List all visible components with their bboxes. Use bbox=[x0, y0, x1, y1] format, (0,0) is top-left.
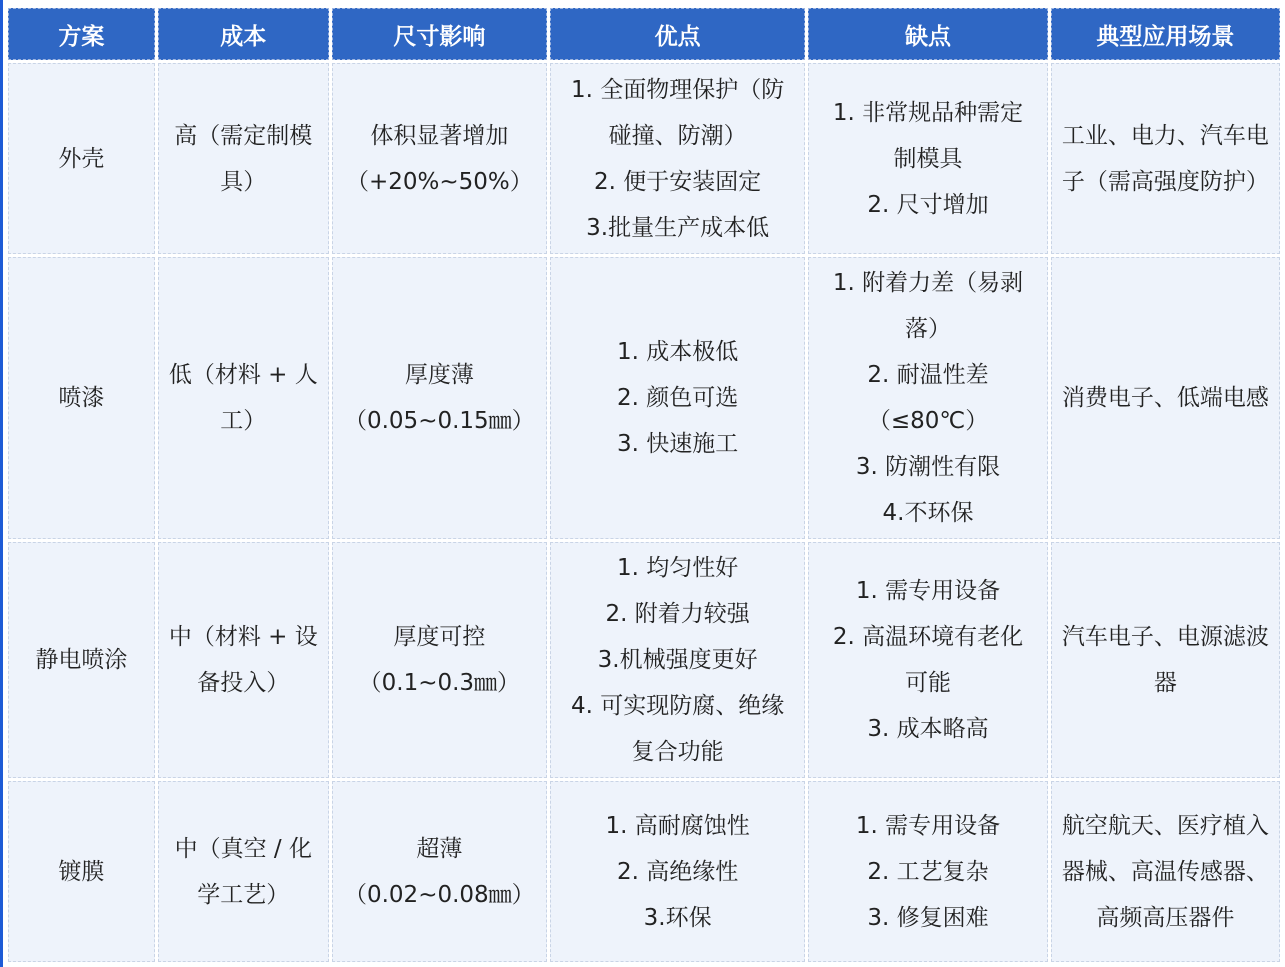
cell-line: 1. 需专用设备 bbox=[855, 812, 1001, 839]
cell-cons bbox=[808, 257, 1047, 539]
cell-line: 具） bbox=[220, 168, 267, 195]
cell-line: 落） bbox=[905, 316, 952, 343]
cell-line: （≤80℃） bbox=[867, 408, 989, 435]
cell-line: 学工艺） bbox=[197, 881, 290, 908]
cell-line: 航空航天、医疗植入 bbox=[1061, 812, 1269, 839]
cell-line: 体积显著增加 bbox=[370, 122, 509, 149]
cell-line: 3. 修复困难 bbox=[867, 904, 989, 931]
cell-line: 3.机械强度更好 bbox=[597, 647, 758, 674]
cell-pros bbox=[550, 781, 805, 962]
cell-line: 高（需定制模 bbox=[174, 122, 313, 149]
cell-line: 可能 bbox=[905, 670, 952, 697]
cell-size bbox=[332, 63, 547, 254]
cell-line: 器械、高温传感器、 bbox=[1061, 858, 1269, 885]
cell-line: 1. 需专用设备 bbox=[855, 578, 1001, 605]
cell-line: 碰撞、防潮） bbox=[608, 122, 747, 149]
header-cost: 成本 bbox=[158, 8, 329, 60]
cell-applications bbox=[1051, 257, 1280, 539]
cell-pros bbox=[550, 542, 805, 778]
cell-line: 3. 成本略高 bbox=[867, 716, 989, 743]
header-pros: 优点 bbox=[550, 8, 805, 60]
cell-scheme: 镀膜 bbox=[8, 781, 155, 962]
cell-pros bbox=[550, 63, 805, 254]
cell-cost bbox=[158, 781, 329, 962]
cell-line: 2. 颜色可选 bbox=[617, 385, 739, 412]
cell-line: 高频高压器件 bbox=[1096, 904, 1235, 931]
cell-line: 2. 高绝缘性 bbox=[617, 858, 739, 885]
cell-line: 子（需高强度防护） bbox=[1061, 168, 1269, 195]
cell-line: 1. 非常规品种需定 bbox=[832, 99, 1024, 126]
cell-line: 1. 附着力差（易剥 bbox=[832, 270, 1024, 297]
cell-line: 制模具 bbox=[893, 145, 963, 172]
header-scheme: 方案 bbox=[8, 8, 155, 60]
cell-line: 厚度薄 bbox=[404, 362, 474, 389]
cell-line: 1. 高耐腐蚀性 bbox=[605, 812, 750, 839]
cell-line: 1. 均匀性好 bbox=[617, 555, 739, 582]
cell-line: 中（真空 / 化 bbox=[174, 835, 312, 862]
cell-line: 2. 工艺复杂 bbox=[867, 858, 989, 885]
cell-line: 2. 便于安装固定 bbox=[594, 168, 762, 195]
cell-line: 1. 全面物理保护（防 bbox=[571, 76, 785, 103]
cell-cons bbox=[808, 63, 1047, 254]
cell-pros bbox=[550, 257, 805, 539]
cell-line: 3. 防潮性有限 bbox=[855, 454, 1001, 481]
cell-cons bbox=[808, 542, 1047, 778]
table-row bbox=[8, 257, 1280, 539]
cell-line: 2. 附着力较强 bbox=[605, 601, 750, 628]
header-size-impact: 尺寸影响 bbox=[332, 8, 547, 60]
cell-line: （0.02~0.08㎜） bbox=[343, 881, 535, 908]
cell-line: 3.批量生产成本低 bbox=[586, 214, 770, 241]
cell-applications bbox=[1051, 542, 1280, 778]
cell-line: 复合功能 bbox=[631, 739, 724, 766]
cell-line: 2. 高温环境有老化 bbox=[832, 624, 1024, 651]
cell-line: （0.05~0.15㎜） bbox=[343, 408, 535, 435]
header-cons: 缺点 bbox=[808, 8, 1047, 60]
cell-line: 汽车电子、电源滤波 bbox=[1061, 624, 1269, 651]
cell-cons bbox=[808, 781, 1047, 962]
cell-scheme: 喷漆 bbox=[8, 257, 155, 539]
table-row bbox=[8, 542, 1280, 778]
cell-line: 中（材料 + 设 bbox=[168, 624, 318, 651]
header-row bbox=[8, 8, 1280, 60]
cell-size bbox=[332, 542, 547, 778]
cell-line: 3. 快速施工 bbox=[617, 431, 739, 458]
cell-line: 工） bbox=[220, 408, 267, 435]
cell-applications bbox=[1051, 63, 1280, 254]
cell-line: 工业、电力、汽车电 bbox=[1061, 122, 1269, 149]
cell-line: 2. 尺寸增加 bbox=[867, 191, 989, 218]
cell-size bbox=[332, 781, 547, 962]
cell-line: 1. 成本极低 bbox=[617, 339, 739, 366]
cell-line: 低（材料 + 人 bbox=[168, 362, 318, 389]
header-applications: 典型应用场景 bbox=[1051, 8, 1280, 60]
cell-line: 4. 可实现防腐、绝缘 bbox=[571, 693, 785, 720]
cell-line: 器 bbox=[1153, 670, 1177, 697]
cell-scheme: 静电喷涂 bbox=[8, 542, 155, 778]
cell-line: （+20%~50%） bbox=[345, 168, 533, 195]
cell-line: 2. 耐温性差 bbox=[867, 362, 989, 389]
table-row bbox=[8, 63, 1280, 254]
cell-line: （0.1~0.3㎜） bbox=[358, 670, 521, 697]
cell-scheme: 外壳 bbox=[8, 63, 155, 254]
cell-line: 超薄 bbox=[416, 835, 463, 862]
cell-size bbox=[332, 257, 547, 539]
cell-cost bbox=[158, 63, 329, 254]
cell-line: 3.环保 bbox=[643, 904, 712, 931]
cell-line: 厚度可控 bbox=[393, 624, 486, 651]
cell-cost bbox=[158, 257, 329, 539]
cell-cost bbox=[158, 542, 329, 778]
cell-line: 备投入） bbox=[197, 670, 290, 697]
cell-line: 消费电子、低端电感 bbox=[1061, 385, 1269, 412]
cell-line: 4.不环保 bbox=[882, 500, 974, 527]
comparison-table bbox=[5, 5, 1283, 965]
table-row bbox=[8, 781, 1280, 962]
cell-applications bbox=[1051, 781, 1280, 962]
